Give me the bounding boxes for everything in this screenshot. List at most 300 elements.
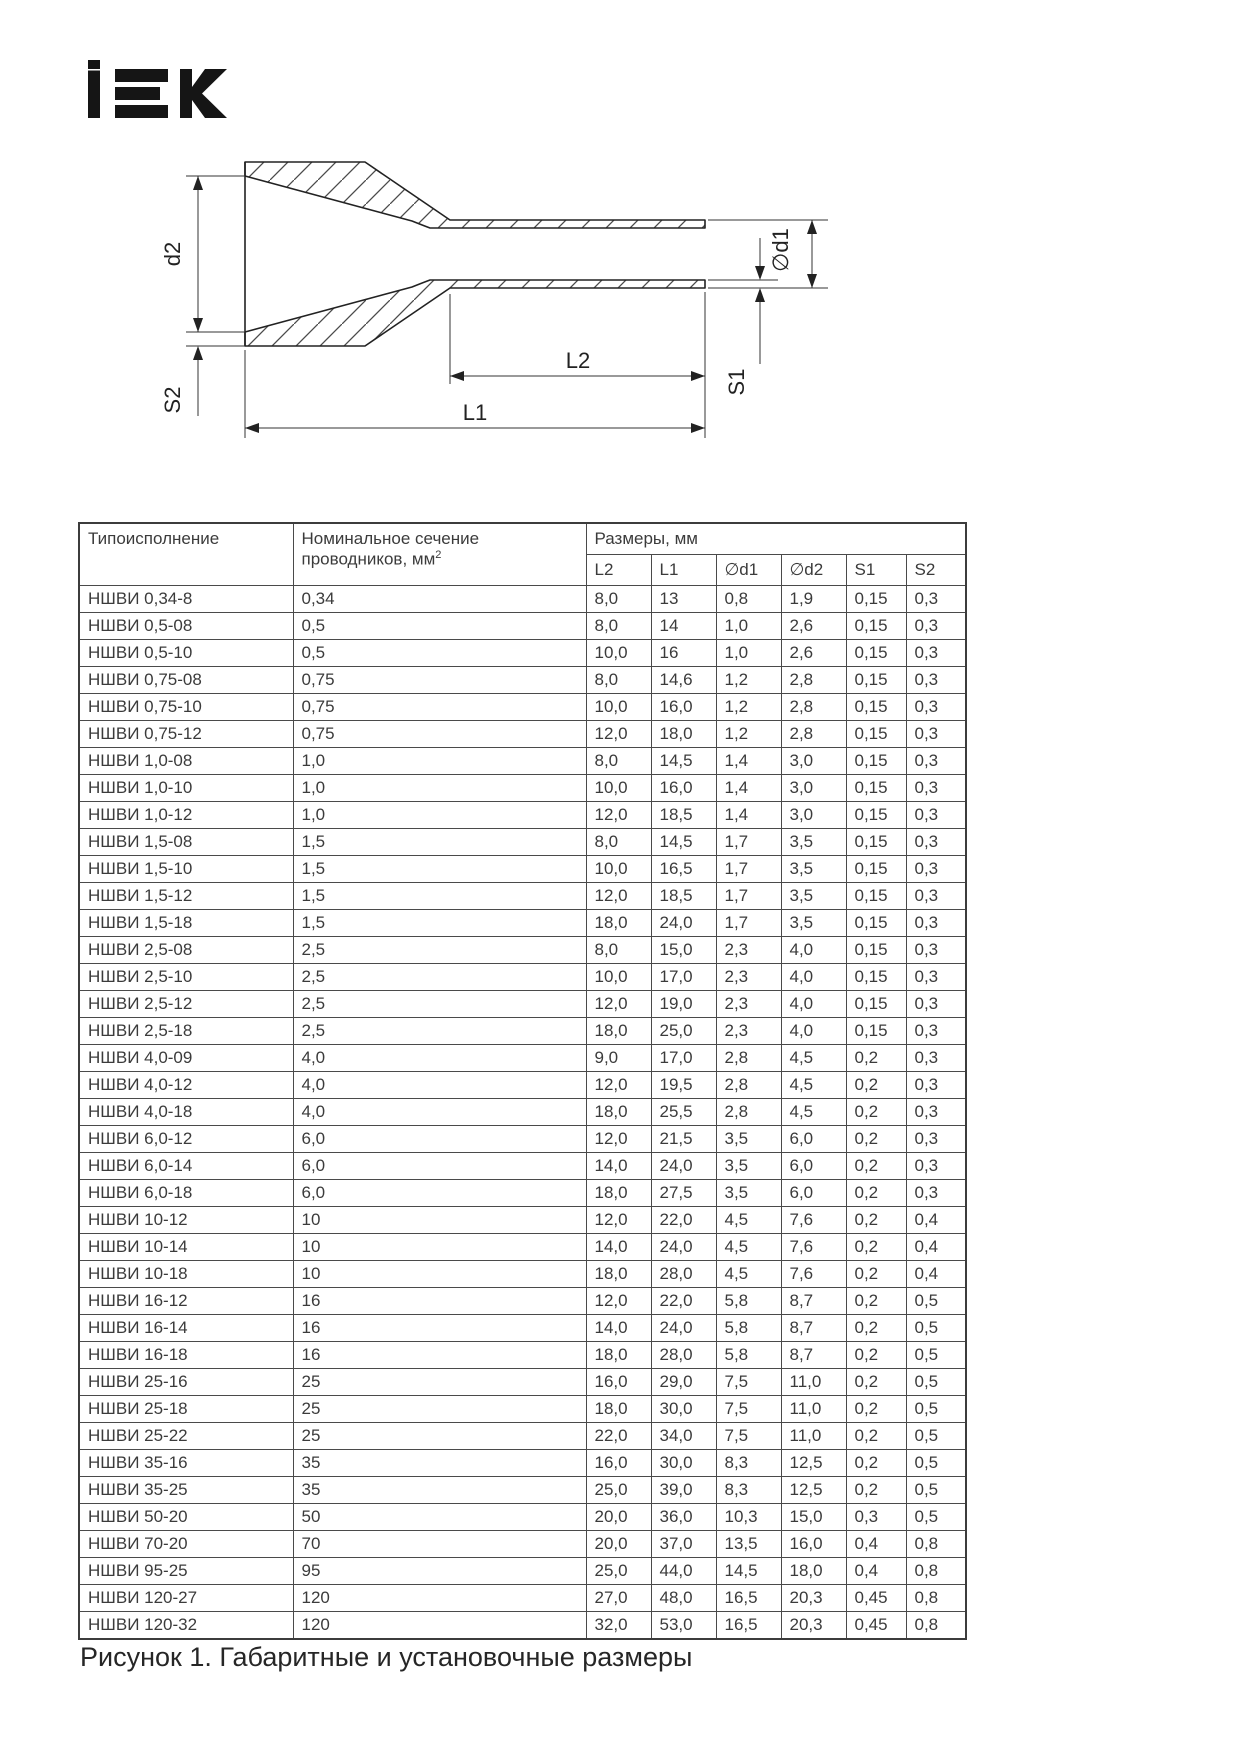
- value-cell: 0,75: [293, 721, 586, 748]
- value-cell: 10,0: [586, 856, 651, 883]
- value-cell: 0,2: [846, 1369, 906, 1396]
- value-cell: 0,15: [846, 775, 906, 802]
- type-cell: НШВИ 120-27: [79, 1585, 293, 1612]
- value-cell: 0,4: [906, 1261, 966, 1288]
- value-cell: 53,0: [651, 1612, 716, 1640]
- value-cell: 0,3: [906, 640, 966, 667]
- value-cell: 10,0: [586, 640, 651, 667]
- type-cell: НШВИ 1,5-08: [79, 829, 293, 856]
- value-cell: 15,0: [781, 1504, 846, 1531]
- value-cell: 14,0: [586, 1234, 651, 1261]
- value-cell: 16,0: [651, 694, 716, 721]
- sleeve-top-wall: [245, 162, 705, 228]
- value-cell: 0,15: [846, 856, 906, 883]
- value-cell: 18,5: [651, 883, 716, 910]
- value-cell: 0,3: [906, 1018, 966, 1045]
- value-cell: 7,6: [781, 1261, 846, 1288]
- value-cell: 1,0: [716, 613, 781, 640]
- value-cell: 9,0: [586, 1045, 651, 1072]
- value-cell: 4,5: [716, 1207, 781, 1234]
- value-cell: 14,5: [651, 829, 716, 856]
- value-cell: 0,3: [906, 937, 966, 964]
- value-cell: 0,8: [906, 1531, 966, 1558]
- type-cell: НШВИ 4,0-09: [79, 1045, 293, 1072]
- table-row: [79, 1261, 966, 1288]
- type-cell: НШВИ 120-32: [79, 1612, 293, 1640]
- type-cell: НШВИ 1,0-10: [79, 775, 293, 802]
- value-cell: 17,0: [651, 964, 716, 991]
- value-cell: 2,5: [293, 991, 586, 1018]
- type-cell: НШВИ 1,5-10: [79, 856, 293, 883]
- type-cell: НШВИ 6,0-12: [79, 1126, 293, 1153]
- value-cell: 1,2: [716, 667, 781, 694]
- value-cell: 7,6: [781, 1234, 846, 1261]
- value-cell: 1,7: [716, 910, 781, 937]
- value-cell: 16: [651, 640, 716, 667]
- value-cell: 0,3: [906, 667, 966, 694]
- value-cell: 2,5: [293, 964, 586, 991]
- table-row: [79, 802, 966, 829]
- value-cell: 8,0: [586, 667, 651, 694]
- value-cell: 2,8: [781, 667, 846, 694]
- value-cell: 1,4: [716, 775, 781, 802]
- value-cell: 0,3: [906, 721, 966, 748]
- value-cell: 0,3: [906, 775, 966, 802]
- value-cell: 3,0: [781, 748, 846, 775]
- type-cell: НШВИ 16-14: [79, 1315, 293, 1342]
- table-body: [79, 586, 966, 1640]
- value-cell: 30,0: [651, 1450, 716, 1477]
- table-row: [79, 964, 966, 991]
- table-row: [79, 1018, 966, 1045]
- value-cell: 2,8: [716, 1072, 781, 1099]
- value-cell: 0,75: [293, 694, 586, 721]
- value-cell: 0,15: [846, 721, 906, 748]
- value-cell: 24,0: [651, 1315, 716, 1342]
- value-cell: 0,3: [906, 694, 966, 721]
- value-cell: 4,0: [781, 937, 846, 964]
- value-cell: 24,0: [651, 1234, 716, 1261]
- type-cell: НШВИ 1,5-12: [79, 883, 293, 910]
- value-cell: 8,0: [586, 613, 651, 640]
- value-cell: 4,0: [293, 1099, 586, 1126]
- value-cell: 8,0: [586, 748, 651, 775]
- table-row: [79, 991, 966, 1018]
- value-cell: 3,5: [716, 1180, 781, 1207]
- value-cell: 2,8: [781, 721, 846, 748]
- value-cell: 0,8: [906, 1558, 966, 1585]
- value-cell: 1,9: [781, 586, 846, 613]
- value-cell: 0,8: [906, 1585, 966, 1612]
- value-cell: 7,6: [781, 1207, 846, 1234]
- value-cell: 16,5: [651, 856, 716, 883]
- value-cell: 8,7: [781, 1342, 846, 1369]
- value-cell: 0,2: [846, 1126, 906, 1153]
- header-d2: ∅d2: [781, 555, 846, 586]
- value-cell: 3,5: [716, 1126, 781, 1153]
- type-cell: НШВИ 2,5-12: [79, 991, 293, 1018]
- value-cell: 0,15: [846, 829, 906, 856]
- value-cell: 0,5: [906, 1369, 966, 1396]
- value-cell: 95: [293, 1558, 586, 1585]
- value-cell: 30,0: [651, 1396, 716, 1423]
- value-cell: 14,5: [716, 1558, 781, 1585]
- logo-k-stem: [180, 69, 192, 118]
- value-cell: 4,0: [781, 1018, 846, 1045]
- value-cell: 8,0: [586, 937, 651, 964]
- type-cell: НШВИ 16-18: [79, 1342, 293, 1369]
- figure-caption: Рисунок 1. Габаритные и установочные размеры: [80, 1642, 693, 1672]
- value-cell: 4,5: [781, 1099, 846, 1126]
- value-cell: 0,5: [906, 1504, 966, 1531]
- value-cell: 0,15: [846, 991, 906, 1018]
- value-cell: 0,3: [906, 1126, 966, 1153]
- value-cell: 2,5: [293, 937, 586, 964]
- value-cell: 24,0: [651, 910, 716, 937]
- value-cell: 11,0: [781, 1423, 846, 1450]
- value-cell: 18,0: [781, 1558, 846, 1585]
- value-cell: 0,4: [846, 1558, 906, 1585]
- value-cell: 8,3: [716, 1450, 781, 1477]
- value-cell: 24,0: [651, 1153, 716, 1180]
- value-cell: 4,5: [781, 1045, 846, 1072]
- value-cell: 3,5: [716, 1153, 781, 1180]
- value-cell: 2,3: [716, 964, 781, 991]
- value-cell: 10: [293, 1234, 586, 1261]
- dimension-d2: [186, 176, 245, 332]
- type-cell: НШВИ 16-12: [79, 1288, 293, 1315]
- type-cell: НШВИ 0,5-10: [79, 640, 293, 667]
- value-cell: 0,15: [846, 748, 906, 775]
- value-cell: 1,5: [293, 910, 586, 937]
- value-cell: 0,2: [846, 1099, 906, 1126]
- value-cell: 2,8: [781, 694, 846, 721]
- value-cell: 0,3: [906, 802, 966, 829]
- value-cell: 39,0: [651, 1477, 716, 1504]
- value-cell: 0,3: [906, 613, 966, 640]
- value-cell: 28,0: [651, 1261, 716, 1288]
- value-cell: 6,0: [781, 1153, 846, 1180]
- value-cell: 18,0: [586, 1180, 651, 1207]
- ferrule-drawing: [150, 132, 850, 462]
- value-cell: 20,0: [586, 1531, 651, 1558]
- value-cell: 7,5: [716, 1396, 781, 1423]
- value-cell: 50: [293, 1504, 586, 1531]
- value-cell: 12,0: [586, 1126, 651, 1153]
- value-cell: 0,3: [906, 1180, 966, 1207]
- type-cell: НШВИ 1,5-18: [79, 910, 293, 937]
- logo-e-bar-bottom: [115, 105, 168, 118]
- logo-i-bar: [88, 71, 100, 119]
- value-cell: 8,0: [586, 586, 651, 613]
- value-cell: 12,0: [586, 802, 651, 829]
- value-cell: 25: [293, 1369, 586, 1396]
- value-cell: 0,15: [846, 667, 906, 694]
- table-row: [79, 883, 966, 910]
- value-cell: 12,0: [586, 883, 651, 910]
- value-cell: 0,2: [846, 1261, 906, 1288]
- value-cell: 0,5: [293, 640, 586, 667]
- value-cell: 0,2: [846, 1315, 906, 1342]
- value-cell: 10: [293, 1261, 586, 1288]
- table-row: [79, 667, 966, 694]
- value-cell: 0,3: [906, 1153, 966, 1180]
- header-s2: S2: [906, 555, 966, 586]
- table-row: [79, 1234, 966, 1261]
- value-cell: 32,0: [586, 1612, 651, 1640]
- value-cell: 27,5: [651, 1180, 716, 1207]
- table-row: [79, 1585, 966, 1612]
- iek-logo: [88, 60, 228, 118]
- value-cell: 25,0: [586, 1558, 651, 1585]
- dimension-s2: [186, 346, 245, 416]
- type-cell: НШВИ 0,75-08: [79, 667, 293, 694]
- label-l1: L1: [462, 400, 488, 425]
- table-row: [79, 937, 966, 964]
- label-l2: L2: [565, 348, 591, 373]
- value-cell: 0,5: [906, 1288, 966, 1315]
- value-cell: 34,0: [651, 1423, 716, 1450]
- value-cell: 10: [293, 1207, 586, 1234]
- type-cell: НШВИ 0,75-10: [79, 694, 293, 721]
- value-cell: 0,2: [846, 1072, 906, 1099]
- type-cell: НШВИ 1,0-08: [79, 748, 293, 775]
- logo-e-bar-mid: [115, 87, 160, 100]
- value-cell: 8,7: [781, 1315, 846, 1342]
- value-cell: 12,0: [586, 721, 651, 748]
- value-cell: 4,0: [293, 1072, 586, 1099]
- value-cell: 0,2: [846, 1153, 906, 1180]
- table-header: [79, 523, 966, 586]
- value-cell: 0,3: [846, 1504, 906, 1531]
- value-cell: 1,2: [716, 721, 781, 748]
- value-cell: 2,5: [293, 1018, 586, 1045]
- value-cell: 25,0: [586, 1477, 651, 1504]
- value-cell: 16: [293, 1342, 586, 1369]
- value-cell: 0,8: [906, 1612, 966, 1640]
- value-cell: 0,2: [846, 1207, 906, 1234]
- value-cell: 19,0: [651, 991, 716, 1018]
- header-sizes-group: Размеры, мм: [586, 523, 966, 555]
- header-section: Номинальное сечение проводников, $мм^2$: [293, 523, 586, 586]
- value-cell: 7,5: [716, 1423, 781, 1450]
- type-cell: НШВИ 2,5-18: [79, 1018, 293, 1045]
- value-cell: 0,5: [906, 1315, 966, 1342]
- type-cell: НШВИ 35-25: [79, 1477, 293, 1504]
- value-cell: 18,0: [586, 1396, 651, 1423]
- table-row: [79, 910, 966, 937]
- value-cell: 0,5: [906, 1423, 966, 1450]
- table-row: [79, 1396, 966, 1423]
- value-cell: 6,0: [293, 1180, 586, 1207]
- value-cell: 6,0: [293, 1153, 586, 1180]
- value-cell: 2,3: [716, 991, 781, 1018]
- table-row: [79, 1558, 966, 1585]
- type-cell: НШВИ 70-20: [79, 1531, 293, 1558]
- table-row: [79, 1315, 966, 1342]
- value-cell: 17,0: [651, 1045, 716, 1072]
- value-cell: 1,2: [716, 694, 781, 721]
- value-cell: 8,0: [586, 829, 651, 856]
- value-cell: 1,5: [293, 856, 586, 883]
- value-cell: 4,0: [781, 991, 846, 1018]
- value-cell: 1,5: [293, 883, 586, 910]
- value-cell: 0,75: [293, 667, 586, 694]
- value-cell: 0,15: [846, 964, 906, 991]
- value-cell: 1,0: [716, 640, 781, 667]
- value-cell: 37,0: [651, 1531, 716, 1558]
- table-row: [79, 1045, 966, 1072]
- type-cell: НШВИ 50-20: [79, 1504, 293, 1531]
- table-row: [79, 1504, 966, 1531]
- value-cell: 16,0: [651, 775, 716, 802]
- table-row: [79, 613, 966, 640]
- value-cell: 22,0: [651, 1288, 716, 1315]
- value-cell: 2,3: [716, 937, 781, 964]
- value-cell: 0,2: [846, 1396, 906, 1423]
- value-cell: 0,34: [293, 586, 586, 613]
- value-cell: 0,2: [846, 1234, 906, 1261]
- value-cell: 1,0: [293, 775, 586, 802]
- table-row: [79, 1342, 966, 1369]
- table-row: [79, 1099, 966, 1126]
- value-cell: 0,5: [906, 1396, 966, 1423]
- table-row: [79, 748, 966, 775]
- value-cell: 6,0: [293, 1126, 586, 1153]
- value-cell: 0,15: [846, 640, 906, 667]
- value-cell: 0,3: [906, 1072, 966, 1099]
- value-cell: 3,5: [781, 910, 846, 937]
- table-row: [79, 586, 966, 613]
- type-cell: НШВИ 10-18: [79, 1261, 293, 1288]
- value-cell: 3,5: [781, 829, 846, 856]
- value-cell: 1,5: [293, 829, 586, 856]
- type-cell: НШВИ 25-22: [79, 1423, 293, 1450]
- value-cell: 0,3: [906, 748, 966, 775]
- value-cell: 3,5: [781, 883, 846, 910]
- header-d1: ∅d1: [716, 555, 781, 586]
- value-cell: 35: [293, 1477, 586, 1504]
- value-cell: 0,3: [906, 964, 966, 991]
- value-cell: 0,45: [846, 1585, 906, 1612]
- type-cell: НШВИ 4,0-12: [79, 1072, 293, 1099]
- value-cell: 0,3: [906, 991, 966, 1018]
- value-cell: 1,0: [293, 802, 586, 829]
- value-cell: 10,3: [716, 1504, 781, 1531]
- value-cell: 22,0: [586, 1423, 651, 1450]
- table-row: [79, 721, 966, 748]
- type-cell: НШВИ 10-12: [79, 1207, 293, 1234]
- value-cell: 5,8: [716, 1342, 781, 1369]
- value-cell: 1,7: [716, 856, 781, 883]
- value-cell: 25: [293, 1423, 586, 1450]
- value-cell: 10,0: [586, 775, 651, 802]
- value-cell: 12,0: [586, 1288, 651, 1315]
- value-cell: 0,5: [293, 613, 586, 640]
- type-cell: НШВИ 95-25: [79, 1558, 293, 1585]
- value-cell: 25: [293, 1396, 586, 1423]
- value-cell: 48,0: [651, 1585, 716, 1612]
- value-cell: 16,5: [716, 1612, 781, 1640]
- value-cell: 0,5: [906, 1342, 966, 1369]
- value-cell: 0,15: [846, 883, 906, 910]
- value-cell: 0,15: [846, 586, 906, 613]
- value-cell: 16: [293, 1315, 586, 1342]
- type-cell: НШВИ 1,0-12: [79, 802, 293, 829]
- value-cell: 21,5: [651, 1126, 716, 1153]
- label-d1: ∅d1: [768, 228, 793, 272]
- value-cell: 11,0: [781, 1396, 846, 1423]
- logo-k-chevron: [192, 69, 227, 118]
- table-row: [79, 1612, 966, 1640]
- type-cell: НШВИ 4,0-18: [79, 1099, 293, 1126]
- value-cell: 14,6: [651, 667, 716, 694]
- value-cell: 0,3: [906, 1099, 966, 1126]
- value-cell: 0,2: [846, 1045, 906, 1072]
- table-row: [79, 1180, 966, 1207]
- value-cell: 0,4: [906, 1234, 966, 1261]
- value-cell: 0,5: [906, 1450, 966, 1477]
- type-cell: НШВИ 10-14: [79, 1234, 293, 1261]
- value-cell: 0,15: [846, 1018, 906, 1045]
- type-cell: НШВИ 35-16: [79, 1450, 293, 1477]
- value-cell: 1,4: [716, 802, 781, 829]
- value-cell: 0,3: [906, 883, 966, 910]
- value-cell: 0,15: [846, 937, 906, 964]
- value-cell: 0,2: [846, 1450, 906, 1477]
- value-cell: 0,2: [846, 1180, 906, 1207]
- type-cell: НШВИ 25-16: [79, 1369, 293, 1396]
- value-cell: 4,0: [293, 1045, 586, 1072]
- value-cell: 8,3: [716, 1477, 781, 1504]
- value-cell: 0,15: [846, 802, 906, 829]
- value-cell: 11,0: [781, 1369, 846, 1396]
- value-cell: 0,3: [906, 910, 966, 937]
- type-cell: НШВИ 0,5-08: [79, 613, 293, 640]
- dimensions-table: [78, 522, 967, 1640]
- value-cell: 2,3: [716, 1018, 781, 1045]
- value-cell: 2,6: [781, 640, 846, 667]
- value-cell: 10,0: [586, 964, 651, 991]
- value-cell: 13,5: [716, 1531, 781, 1558]
- value-cell: 1,7: [716, 829, 781, 856]
- table-row: [79, 1207, 966, 1234]
- table-row: [79, 1477, 966, 1504]
- table-row: [79, 1126, 966, 1153]
- value-cell: 12,0: [586, 1072, 651, 1099]
- type-cell: НШВИ 6,0-18: [79, 1180, 293, 1207]
- value-cell: 35: [293, 1450, 586, 1477]
- value-cell: 28,0: [651, 1342, 716, 1369]
- value-cell: 16,5: [716, 1585, 781, 1612]
- value-cell: 6,0: [781, 1180, 846, 1207]
- table-row: [79, 694, 966, 721]
- type-cell: НШВИ 2,5-08: [79, 937, 293, 964]
- value-cell: 0,3: [906, 829, 966, 856]
- value-cell: 0,8: [716, 586, 781, 613]
- sleeve-bottom-wall: [245, 280, 705, 346]
- value-cell: 12,5: [781, 1477, 846, 1504]
- header-type: Типоисполнение: [79, 523, 293, 586]
- value-cell: 0,2: [846, 1342, 906, 1369]
- type-cell: НШВИ 0,34-8: [79, 586, 293, 613]
- value-cell: 16,0: [586, 1450, 651, 1477]
- value-cell: 18,0: [586, 1018, 651, 1045]
- value-cell: 27,0: [586, 1585, 651, 1612]
- value-cell: 7,5: [716, 1369, 781, 1396]
- label-d2: d2: [160, 241, 185, 267]
- table-row: [79, 829, 966, 856]
